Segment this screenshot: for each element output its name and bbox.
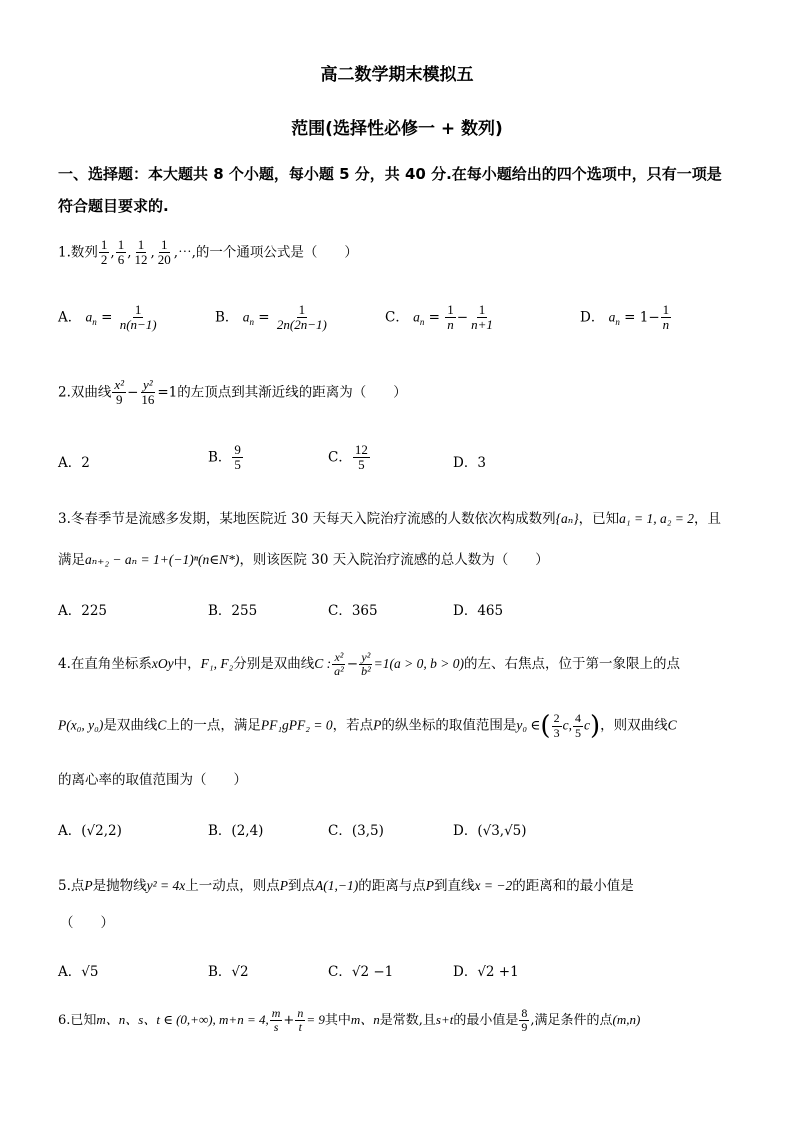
q5-option-d[interactable]: D．√2 +1 xyxy=(453,964,519,980)
page-subtitle: 范围(选择性必修一 + 数列) xyxy=(291,119,503,139)
q1-option-d[interactable]: D． $a_n = 1-$ $\frac{1}{n}$ xyxy=(580,302,670,333)
q4-option-a[interactable]: A．(√2,2) xyxy=(58,823,122,839)
question-6: 6.已知m、n、s、t ∈ (0,+∞), m+n = 4, $\frac{m}{s}$ + $\frac{n}{t}$ = 9其中m、n是常数,且s+t的最小值是 $\frac{8}{9}$ ,满足条件的点(m,n) xyxy=(58,1006,641,1035)
q5-option-b[interactable]: B．√2 xyxy=(208,964,249,980)
q1-prefix: 1.数列 xyxy=(58,244,98,261)
q4-option-d[interactable]: D．(√3,√5) xyxy=(453,823,527,839)
q5-option-a[interactable]: A．√5 xyxy=(58,964,99,980)
q3-option-d[interactable]: D．465 xyxy=(453,603,504,619)
question-3-line-1: 3.冬春季节是流感多发期，某地医院近 30 天每天入院治疗流感的人数依次构成数列{aₙ}，已知a₁ = 1, a₂ = 2，且 xyxy=(58,511,722,527)
q5-option-c[interactable]: C．√2 −1 xyxy=(328,964,394,980)
q1-option-b[interactable]: B． $a_n$ = $\frac{1}{2n(2n-1)}$ xyxy=(215,302,327,333)
q3-option-b[interactable]: B．255 xyxy=(208,603,258,619)
question-4-line-1: 4.在直角坐标系xOy中，F₁, F₂分别是双曲线C : $\frac{\text{x²}}{\text{a²}}$ − $\frac{\text{y²}}{\text{b²}}$ =1(a > 0, b > 0)的左、右焦点，位于第一象限上的点 xyxy=(58,650,680,679)
q1-option-c[interactable]: C． $a_n$ = $\frac{1}{n}$ − $\frac{1}{n+1}$ xyxy=(385,302,493,333)
q2-option-b[interactable]: B． $\frac{9}{5}$ xyxy=(208,442,241,473)
q1-frac-3: $\frac{1}{12}$ xyxy=(134,237,148,268)
q1-frac-1: $\frac{1}{2}$ xyxy=(100,237,108,268)
q3-option-c[interactable]: C．365 xyxy=(328,603,378,619)
q1-suffix: ,⋯,的一个通项公式是（ ） xyxy=(173,244,358,261)
question-4-line-2: P(x₀, y₀)是双曲线C上的一点，满足PF₁gPF₂ = 0，若点P的纵坐标的取值范围是y₀ ∈( $\frac{2}{3}$ c, $\frac{4}{5}$ c)，则双曲线C xyxy=(58,711,677,741)
q2-option-d[interactable]: D．3 xyxy=(453,455,486,471)
page-title: 高二数学期末模拟五 xyxy=(320,65,474,85)
q4-option-c[interactable]: C．(3,5) xyxy=(328,823,384,839)
section-heading-cont: 符合题目要求的. xyxy=(58,197,169,215)
q1-frac-4: $\frac{1}{20}$ xyxy=(157,237,171,268)
question-4-line-3: 的离心率的取值范围为（ ） xyxy=(58,772,247,788)
q1-frac-2: $\frac{1}{6}$ xyxy=(117,237,125,268)
question-2: 2.双曲线 $\frac{\text{x²}}{9}$ − $\frac{\text{y²}}{16}$ =1的左顶点到其渐近线的距离为（ ） xyxy=(58,377,407,408)
question-5-line-2: （ ） xyxy=(60,915,114,931)
q2-option-a[interactable]: A．2 xyxy=(58,455,90,471)
q1-option-a[interactable]: A． $a_n$ = $\frac{1}{n(n-1)}$ xyxy=(58,302,157,333)
q2-option-c[interactable]: C． $\frac{12}{5}$ xyxy=(328,442,368,473)
q4-option-b[interactable]: B．(2,4) xyxy=(208,823,264,839)
question-1: 1.数列 $\frac{1}{2}$ , $\frac{1}{6}$ , $\frac{1}{12}$ , $\frac{1}{20}$ ,⋯,的一个通项公式是（ ） xyxy=(58,237,358,268)
question-5-line-1: 5.点P是抛物线y² = 4x上一动点，则点P到点A(1,−1)的距离与点P到直线x = −2的距离和的最小值是 xyxy=(58,878,634,894)
section-heading: 一、选择题：本大题共 8 个小题，每小题 5 分，共 40 分.在每小题给出的四个选项中，只有一项是 xyxy=(58,165,722,183)
q3-option-a[interactable]: A．225 xyxy=(58,603,108,619)
question-3-line-2: 满足aₙ₊₂ − aₙ = 1+(−1)ⁿ(n∈N*)，则该医院 30 天入院治疗流感的总人数为（ ） xyxy=(58,552,549,568)
